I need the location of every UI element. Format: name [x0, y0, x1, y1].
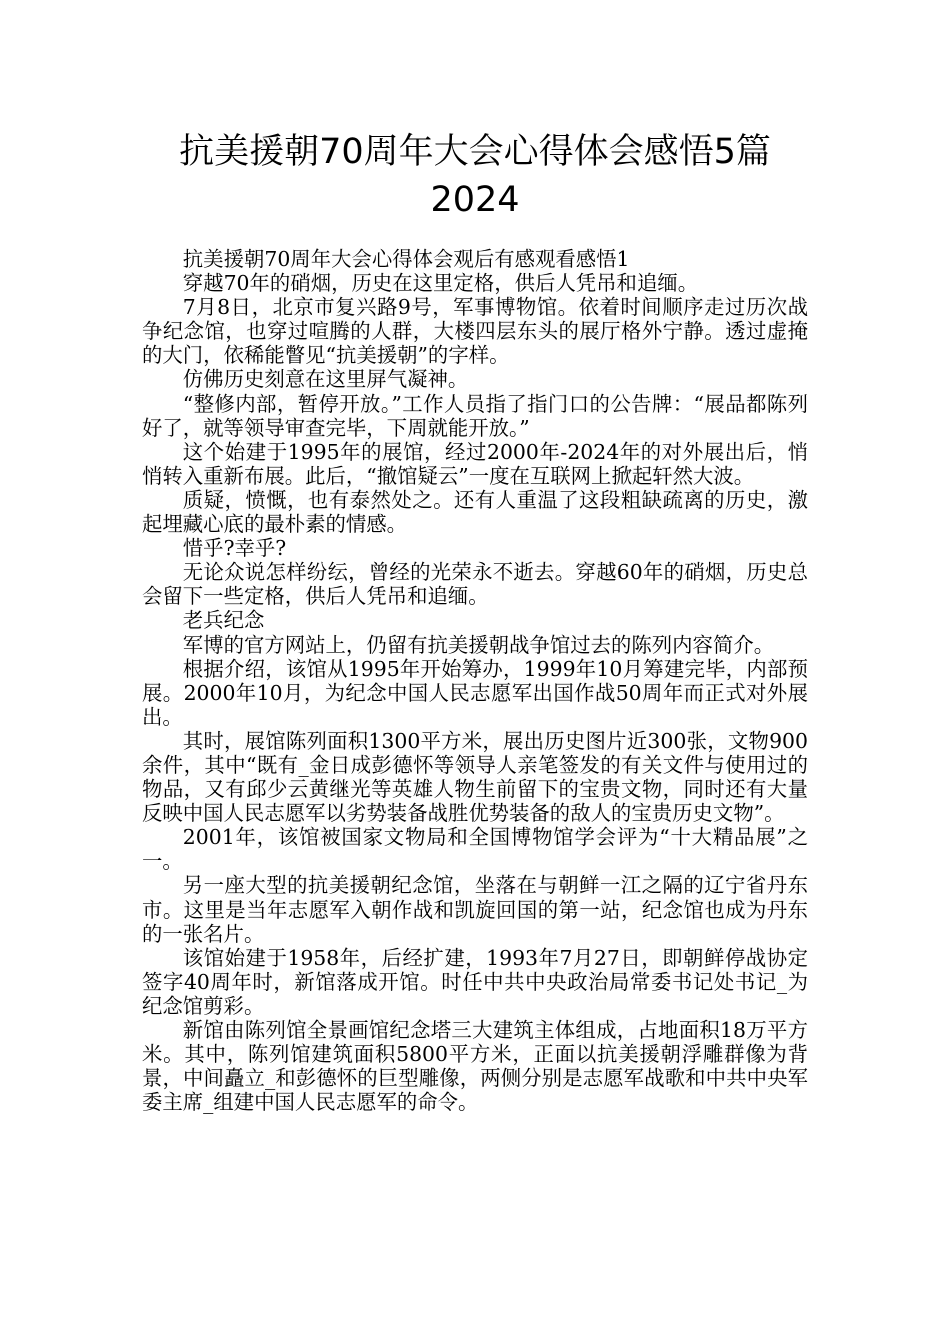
paragraph: 穿越70年的硝烟，历史在这里定格，供后人凭吊和追缅。 — [182, 271, 699, 296]
title-line: 抗美援朝70周年大会心得体会感悟5篇 — [179, 132, 771, 172]
paragraph: 新馆由陈列馆全景画馆纪念塔三大建筑主体组成，占地面积18万平方米。其中，陈列馆建筑面积5800平方米，正面以抗美援朝浮雕群像为背景，中间矗立_和彭德怀的巨型雕像，两侧分别是志愿军战歌和中共中央军委主席_组建中国人民志愿军的命令。 — [142, 1018, 808, 1115]
paragraph: 军博的官方网站上，仍留有抗美援朝战争馆过去的陈列内容简介。 — [182, 632, 775, 657]
paragraph: “整修内部，暂停开放。”工作人员指了指门口的公告牌：“展品都陈列好了，就等领导审查完毕，下周就能开放。” — [142, 391, 808, 440]
paragraph: 2001年，该馆被国家文物局和全国博物馆学会评为“十大精品展”之一。 — [142, 825, 808, 874]
paragraph: 7月8日，北京市复兴路9号，军事博物馆。依着时间顺序走过历次战争纪念馆，也穿过喧腾的人群，大楼四层东头的展厅格外宁静。透过虚掩的大门，依稀能瞥见“抗美援朝”的字样。 — [142, 295, 808, 368]
paragraph: 无论众说怎样纷纭，曾经的光荣永不逝去。穿越60年的硝烟，历史总会留下一些定格，供后人凭吊和追缅。 — [142, 560, 808, 609]
section-heading: 老兵纪念 — [182, 608, 265, 633]
document-body — [142, 247, 808, 1114]
document-title — [100, 128, 850, 224]
paragraph: 仿佛历史刻意在这里屏气凝神。 — [182, 367, 469, 392]
paragraph: 其时，展馆陈列面积1300平方米，展出历史图片近300张，文物900余件，其中“既有_金日成彭德怀等领导人亲笔签发的有关文件与使用过的物品，又有邱少云黄继光等英雄人物生前留下的宝贵文物，同时还有大量反映中国人民志愿军以劣势装备战胜优势装备的敌人的宝贵历史文物”。 — [142, 728, 808, 826]
paragraph: 根据介绍，该馆从1995年开始筹办，1999年10月筹建完毕，内部预展。2000年10月，为纪念中国人民志愿军出国作战50周年而正式对外展出。 — [142, 656, 808, 729]
paragraph: 惜乎?幸乎? — [182, 536, 287, 561]
paragraph: 另一座大型的抗美援朝纪念馆，坐落在与朝鲜一江之隔的辽宁省丹东市。这里是当年志愿军入朝作战和凯旋回国的第一站，纪念馆也成为丹东的一张名片。 — [142, 873, 808, 946]
paragraph: 质疑，愤慨，也有泰然处之。还有人重温了这段粗缺疏离的历史，激起埋藏心底的最朴素的情感。 — [142, 487, 808, 537]
paragraph: 该馆始建于1958年，后经扩建，1993年7月27日，即朝鲜停战协定签字40周年时，新馆落成开馆。时任中共中央政治局常委书记处书记_为纪念馆剪彩。 — [142, 945, 808, 1018]
paragraph: 抗美援朝70周年大会心得体会观后有感观看感悟1 — [182, 247, 630, 271]
paragraph: 这个始建于1995年的展馆，经过2000年-2024年的对外展出后，悄悄转入重新布展。此后，“撤馆疑云”一度在互联网上掀起轩然大波。 — [142, 439, 808, 488]
title-line: 2024 — [430, 180, 520, 220]
